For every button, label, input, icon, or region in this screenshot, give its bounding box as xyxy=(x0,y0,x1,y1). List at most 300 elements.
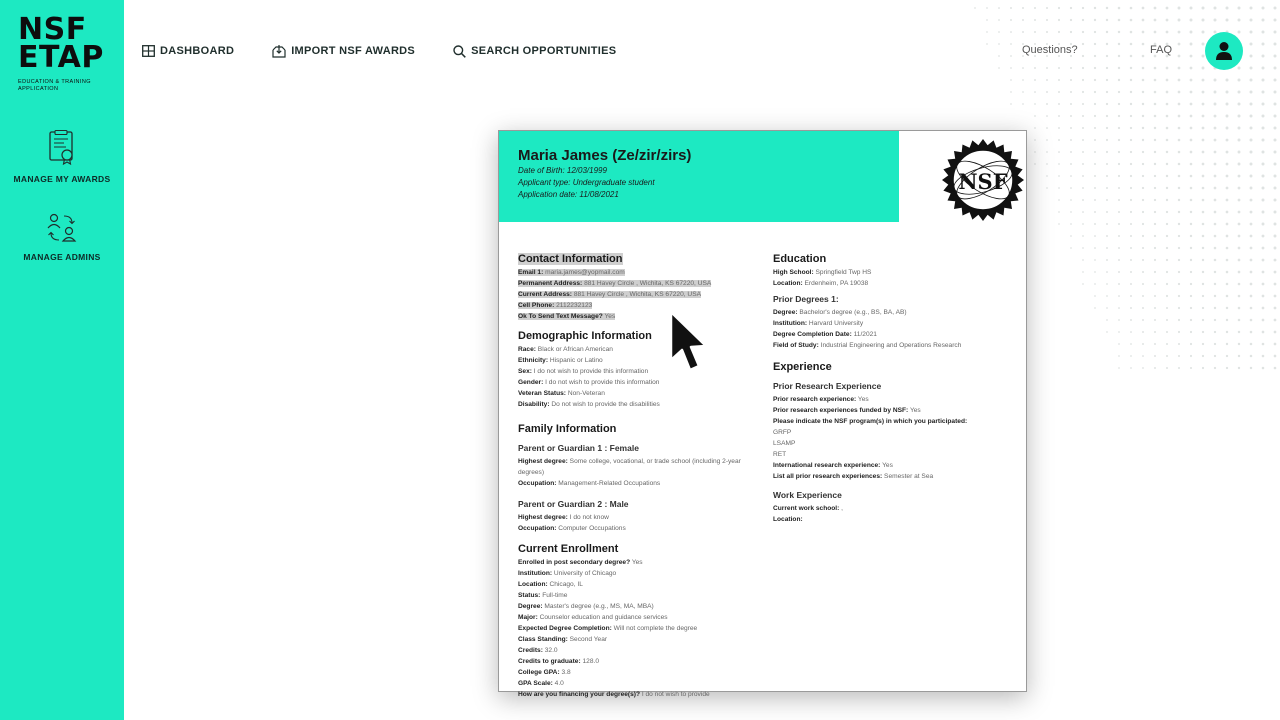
pattern-dot xyxy=(1082,19,1084,21)
pattern-dot xyxy=(986,43,988,45)
pattern-dot xyxy=(1118,199,1120,201)
pattern-dot xyxy=(1262,343,1265,346)
field-key: Please indicate the NSF program(s) in which you participated: xyxy=(773,418,968,425)
pattern-dot xyxy=(1130,235,1132,237)
pattern-dot xyxy=(1238,319,1241,322)
pattern-dot xyxy=(1034,67,1036,69)
pattern-dot xyxy=(1130,67,1132,69)
field-key: Prior research experience: xyxy=(773,396,857,403)
enrollment-title: Current Enrollment xyxy=(518,543,619,555)
pattern-dot xyxy=(1202,235,1205,238)
pattern-dot xyxy=(1238,271,1241,274)
pattern-dot xyxy=(998,19,1000,21)
pattern-dot xyxy=(1118,79,1120,81)
pattern-dot xyxy=(1262,115,1265,118)
pattern-dot xyxy=(1130,43,1133,46)
pattern-dot xyxy=(1262,175,1265,178)
field-row xyxy=(518,355,768,366)
pattern-dot xyxy=(1094,127,1096,129)
pattern-dot xyxy=(1154,283,1156,285)
pattern-dot xyxy=(1010,91,1012,93)
pattern-dot xyxy=(1106,151,1108,153)
pattern-dot xyxy=(1142,103,1144,105)
pattern-dot xyxy=(1190,115,1193,118)
pattern-dot xyxy=(1046,91,1048,93)
pattern-dot xyxy=(1262,307,1265,310)
guardian1-title: Parent or Guardian 1 : Female xyxy=(518,443,639,453)
pattern-dot xyxy=(1202,127,1205,130)
pattern-dot xyxy=(1226,175,1229,178)
pattern-dot xyxy=(1178,343,1180,345)
pattern-dot xyxy=(1202,343,1204,345)
pattern-dot xyxy=(1106,223,1108,225)
import-box-icon xyxy=(272,45,286,58)
field-row-content xyxy=(773,407,921,414)
pattern-dot xyxy=(1202,271,1204,273)
pattern-dot xyxy=(986,31,988,33)
field-key: Permanent Address: xyxy=(518,280,583,287)
pattern-dot xyxy=(1142,247,1144,249)
pattern-dot xyxy=(1094,283,1096,285)
pattern-dot xyxy=(1238,67,1241,70)
pattern-dot xyxy=(1154,115,1157,118)
seal-text: NSF xyxy=(958,169,1008,194)
pattern-dot xyxy=(1118,259,1120,261)
field-row xyxy=(773,340,1013,351)
field-key: Gender: xyxy=(518,379,544,386)
pattern-dot xyxy=(1154,187,1156,189)
nav-search-label: SEARCH OPPORTUNITIES xyxy=(471,45,617,57)
pattern-dot xyxy=(1082,271,1084,273)
field-key: Highest degree: xyxy=(518,458,568,465)
pattern-dot xyxy=(1130,343,1132,345)
field-row xyxy=(773,307,1013,318)
field-value: Management-Related Occupations xyxy=(556,480,661,487)
pattern-dot xyxy=(1166,199,1168,201)
sidebar-item-label: MANAGE ADMINS xyxy=(23,252,101,262)
pattern-dot xyxy=(1262,163,1265,166)
pattern-dot xyxy=(1226,259,1229,262)
app-logo[interactable] xyxy=(18,12,108,93)
pattern-dot xyxy=(1190,307,1192,309)
pattern-dot xyxy=(1190,7,1193,10)
pattern-dot xyxy=(1154,271,1156,273)
pattern-dot xyxy=(1118,223,1120,225)
pattern-dot xyxy=(1130,31,1133,34)
pattern-dot xyxy=(1202,295,1204,297)
pattern-dot xyxy=(1022,91,1024,93)
pattern-dot xyxy=(1118,367,1120,369)
pattern-dot xyxy=(1190,319,1192,321)
pattern-dot xyxy=(1070,235,1072,237)
pattern-dot xyxy=(1058,199,1060,201)
field-row xyxy=(518,377,768,388)
field-key: Email 1: xyxy=(518,269,544,276)
field-row xyxy=(518,366,768,377)
field-row xyxy=(518,388,768,399)
pattern-dot xyxy=(1262,139,1265,142)
pattern-dot xyxy=(1274,31,1277,34)
pattern-dot xyxy=(1094,199,1096,201)
pattern-dot xyxy=(1238,7,1241,10)
pattern-dot xyxy=(1214,91,1217,94)
pattern-dot xyxy=(1094,307,1096,309)
field-value: 3.8 xyxy=(559,669,571,676)
pattern-dot xyxy=(1250,115,1253,118)
pattern-dot xyxy=(1190,79,1193,82)
pattern-dot xyxy=(1214,283,1216,285)
pattern-dot xyxy=(1070,199,1072,201)
pattern-dot xyxy=(986,19,988,21)
pattern-dot xyxy=(1262,7,1265,10)
pattern-dot xyxy=(1178,91,1181,94)
pattern-dot xyxy=(1070,91,1072,93)
pattern-dot xyxy=(1142,307,1144,309)
pattern-dot xyxy=(1214,103,1217,106)
field-value: Semester at Sea xyxy=(882,473,934,480)
contact-rows xyxy=(518,267,768,322)
pattern-dot xyxy=(1118,55,1120,57)
pattern-dot xyxy=(1142,331,1144,333)
pattern-dot xyxy=(1070,67,1072,69)
pattern-dot xyxy=(1250,67,1253,70)
pattern-dot xyxy=(1094,175,1096,177)
pattern-dot xyxy=(1214,79,1217,82)
pattern-dot xyxy=(1274,271,1277,274)
pattern-dot xyxy=(1154,223,1156,225)
pattern-dot xyxy=(1202,79,1205,82)
pattern-dot xyxy=(1238,31,1241,34)
field-row-content xyxy=(518,480,660,487)
pattern-dot xyxy=(1142,7,1145,10)
pattern-dot xyxy=(1118,103,1120,105)
pattern-dot xyxy=(1238,187,1241,190)
field-row-content xyxy=(518,691,710,698)
prior-research-title: Prior Research Experience xyxy=(773,381,882,391)
pattern-dot xyxy=(1118,31,1120,33)
pattern-dot xyxy=(1202,151,1205,154)
field-value: 128.0 xyxy=(580,658,599,665)
field-key: Location: xyxy=(773,280,803,287)
nav-dashboard-label: DASHBOARD xyxy=(160,45,235,57)
pattern-dot xyxy=(1226,187,1229,190)
pattern-dot xyxy=(1274,259,1277,262)
field-value: Full-time xyxy=(540,592,568,599)
pattern-dot xyxy=(1214,175,1217,178)
pattern-dot xyxy=(1058,223,1060,225)
pattern-dot xyxy=(1046,7,1048,9)
pattern-dot xyxy=(1226,319,1228,321)
pattern-dot xyxy=(1238,151,1241,154)
sidebar-item-label: MANAGE MY AWARDS xyxy=(13,174,111,184)
field-value: I do not wish to provide xyxy=(640,691,710,698)
pattern-dot xyxy=(1274,7,1277,10)
pattern-dot xyxy=(1262,235,1265,238)
pattern-dot xyxy=(1274,247,1277,250)
field-key: Credits: xyxy=(518,647,543,654)
pattern-dot xyxy=(1142,91,1144,93)
pattern-dot xyxy=(1190,163,1193,166)
pattern-dot xyxy=(1274,295,1277,298)
pattern-dot xyxy=(1118,235,1120,237)
pattern-dot xyxy=(1190,283,1192,285)
field-row-content xyxy=(518,658,599,665)
field-row-content xyxy=(518,636,607,643)
pattern-dot xyxy=(1214,139,1217,142)
field-row xyxy=(773,394,1013,405)
pattern-dot xyxy=(1274,235,1277,238)
pattern-dot xyxy=(1202,19,1205,22)
pattern-dot xyxy=(1106,319,1108,321)
pattern-dot xyxy=(1142,55,1145,58)
pattern-dot xyxy=(1238,295,1241,298)
pattern-dot xyxy=(1058,7,1060,9)
field-value: Hispanic or Latino xyxy=(548,357,603,364)
pattern-dot xyxy=(1046,175,1048,177)
pattern-dot xyxy=(1226,307,1228,309)
pattern-dot xyxy=(1070,127,1072,129)
field-value: Computer Occupations xyxy=(556,525,626,532)
pattern-dot xyxy=(1274,307,1277,310)
pattern-dot xyxy=(1190,151,1193,154)
pattern-dot xyxy=(1022,31,1024,33)
program-item: LSAMP xyxy=(773,440,796,447)
pattern-dot xyxy=(1082,103,1084,105)
pattern-dot xyxy=(1238,199,1241,202)
pattern-dot xyxy=(1250,151,1253,154)
questions-link[interactable]: Questions? xyxy=(1022,44,1078,56)
sidebar xyxy=(0,0,124,720)
mouse-pointer-icon xyxy=(668,310,714,378)
pattern-dot xyxy=(1178,271,1180,273)
pattern-dot xyxy=(1094,67,1096,69)
pattern-dot xyxy=(1274,367,1277,370)
pattern-dot xyxy=(998,67,1000,69)
pattern-dot xyxy=(1130,19,1133,22)
pattern-dot xyxy=(1154,7,1157,10)
pattern-dot xyxy=(1010,67,1012,69)
pattern-dot xyxy=(1226,271,1229,274)
pattern-dot xyxy=(1274,163,1277,166)
user-avatar[interactable] xyxy=(1205,32,1243,70)
top-navigation xyxy=(142,42,654,60)
field-row xyxy=(518,311,768,322)
pattern-dot xyxy=(1094,79,1096,81)
experience-title: Experience xyxy=(773,361,832,373)
pattern-dot xyxy=(1250,139,1253,142)
pattern-dot xyxy=(1082,199,1084,201)
pattern-dot xyxy=(1106,199,1108,201)
pattern-dot xyxy=(1214,295,1216,297)
pattern-dot xyxy=(1106,115,1108,117)
pattern-dot xyxy=(1070,115,1072,117)
pattern-dot xyxy=(1178,235,1180,237)
pattern-dot xyxy=(1142,223,1144,225)
pattern-dot xyxy=(1070,247,1072,249)
pattern-dot xyxy=(1070,19,1072,21)
logo-subtitle: EDUCATION & TRAINING APPLICATION xyxy=(18,79,91,92)
pattern-dot xyxy=(1034,31,1036,33)
pattern-dot xyxy=(1190,19,1193,22)
guardian2-title: Parent or Guardian 2 : Male xyxy=(518,499,629,509)
field-value: I do not wish to provide this information xyxy=(543,379,660,386)
field-row-content xyxy=(773,418,967,425)
pattern-dot xyxy=(1010,43,1012,45)
pattern-dot xyxy=(1238,259,1241,262)
pattern-dot xyxy=(1130,367,1132,369)
pattern-dot xyxy=(1166,355,1168,357)
field-value: Chicago, IL xyxy=(547,581,583,588)
field-row xyxy=(518,267,768,278)
pattern-dot xyxy=(1094,295,1096,297)
pattern-dot xyxy=(1250,199,1253,202)
pattern-dot xyxy=(1082,151,1084,153)
pattern-dot xyxy=(1238,247,1241,250)
field-row-content xyxy=(773,331,877,338)
pattern-dot xyxy=(1202,43,1205,46)
pattern-dot xyxy=(1262,283,1265,286)
left-column xyxy=(518,253,768,700)
pattern-dot xyxy=(1238,343,1240,345)
pattern-dot xyxy=(1262,19,1265,22)
field-key: Occupation: xyxy=(518,480,557,487)
pattern-dot xyxy=(1094,91,1096,93)
pattern-dot xyxy=(1106,7,1108,9)
pattern-dot xyxy=(1130,79,1132,81)
pattern-dot xyxy=(1106,55,1108,57)
field-value: 881 Havey Circle , Wichita, KS 67220, USA xyxy=(582,280,712,287)
pattern-dot xyxy=(974,7,976,9)
user-icon xyxy=(1215,41,1233,61)
pattern-dot xyxy=(1118,187,1120,189)
pattern-dot xyxy=(1178,283,1180,285)
pattern-dot xyxy=(1226,235,1229,238)
guardian2-rows xyxy=(518,512,768,534)
pattern-dot xyxy=(1130,223,1132,225)
pattern-dot xyxy=(1250,103,1253,106)
pattern-dot xyxy=(1238,175,1241,178)
pattern-dot xyxy=(1166,163,1168,165)
pattern-dot xyxy=(1190,271,1192,273)
pattern-dot xyxy=(1142,19,1145,22)
pattern-dot xyxy=(1190,43,1193,46)
pattern-dot xyxy=(1190,187,1193,190)
pattern-dot xyxy=(1274,103,1277,106)
pattern-dot xyxy=(1190,355,1192,357)
pattern-dot xyxy=(1010,7,1012,9)
pattern-dot xyxy=(1190,259,1192,261)
pattern-dot xyxy=(1046,115,1048,117)
field-row-content xyxy=(518,680,564,687)
pattern-dot xyxy=(1058,103,1060,105)
pattern-dot xyxy=(1166,223,1168,225)
pattern-dot xyxy=(1178,163,1181,166)
pattern-dot xyxy=(1118,319,1120,321)
search-icon xyxy=(453,45,466,58)
pattern-dot xyxy=(1142,127,1144,129)
pattern-dot xyxy=(1262,223,1265,226)
pattern-dot xyxy=(1142,31,1145,34)
sidebar-item-manage-awards[interactable] xyxy=(0,130,124,184)
pattern-dot xyxy=(1238,283,1241,286)
field-row-content xyxy=(773,462,893,469)
sidebar-item-manage-admins[interactable] xyxy=(0,212,124,262)
field-value: Non-Veteran xyxy=(566,390,605,397)
field-row xyxy=(518,623,768,634)
pattern-dot xyxy=(1274,115,1277,118)
pattern-dot xyxy=(1130,187,1132,189)
pattern-dot xyxy=(1202,187,1205,190)
pattern-dot xyxy=(1070,163,1072,165)
pattern-dot xyxy=(1178,211,1180,213)
nav-dashboard[interactable] xyxy=(142,45,234,57)
pattern-dot xyxy=(1082,7,1084,9)
pattern-dot xyxy=(1274,331,1277,334)
pattern-dot xyxy=(1106,127,1108,129)
pattern-dot xyxy=(1214,7,1217,10)
pattern-dot xyxy=(1118,331,1120,333)
pattern-dot xyxy=(1250,19,1253,22)
pattern-dot xyxy=(1262,199,1265,202)
pattern-dot xyxy=(1118,355,1120,357)
pattern-dot xyxy=(1082,283,1084,285)
pattern-dot xyxy=(1118,67,1120,69)
pattern-dot xyxy=(1154,355,1156,357)
field-key: International research experience: xyxy=(773,462,881,469)
field-row-content xyxy=(518,401,660,408)
pattern-dot xyxy=(1022,79,1024,81)
pattern-dot xyxy=(1118,283,1120,285)
pattern-dot xyxy=(1202,31,1205,34)
field-value: I do not know xyxy=(567,514,609,521)
field-key: Race: xyxy=(518,346,536,353)
field-key: Class Standing: xyxy=(518,636,568,643)
pattern-dot xyxy=(1118,91,1120,93)
field-row xyxy=(518,399,768,410)
pattern-dot xyxy=(1166,19,1169,22)
field-value: 2112232123 xyxy=(554,302,593,309)
pattern-dot xyxy=(1214,211,1217,214)
field-row xyxy=(773,460,1013,471)
pattern-dot xyxy=(998,7,1000,9)
pattern-dot xyxy=(1262,67,1265,70)
pattern-dot xyxy=(1238,355,1240,357)
pattern-dot xyxy=(1070,187,1072,189)
pattern-dot xyxy=(1034,139,1036,141)
pattern-dot xyxy=(1082,139,1084,141)
pattern-dot xyxy=(1214,331,1216,333)
nav-import-awards[interactable] xyxy=(272,45,415,58)
pattern-dot xyxy=(1166,235,1168,237)
pattern-dot xyxy=(1202,7,1205,10)
pattern-dot xyxy=(1058,31,1060,33)
nav-search-opportunities[interactable] xyxy=(453,45,616,58)
pattern-dot xyxy=(1238,163,1241,166)
field-key: High School: xyxy=(773,269,814,276)
field-value: I do not wish to provide this information xyxy=(531,368,649,375)
pattern-dot xyxy=(1142,283,1144,285)
demographic-title: Demographic Information xyxy=(518,330,652,342)
faq-link[interactable]: FAQ xyxy=(1150,44,1173,56)
field-row xyxy=(518,300,768,311)
pattern-dot xyxy=(1238,103,1241,106)
field-key: Institution: xyxy=(518,570,553,577)
field-key: Cell Phone: xyxy=(518,302,555,309)
field-row-content xyxy=(518,514,609,521)
pattern-dot xyxy=(1226,223,1229,226)
pattern-dot xyxy=(1082,187,1084,189)
pattern-dot xyxy=(1178,187,1180,189)
